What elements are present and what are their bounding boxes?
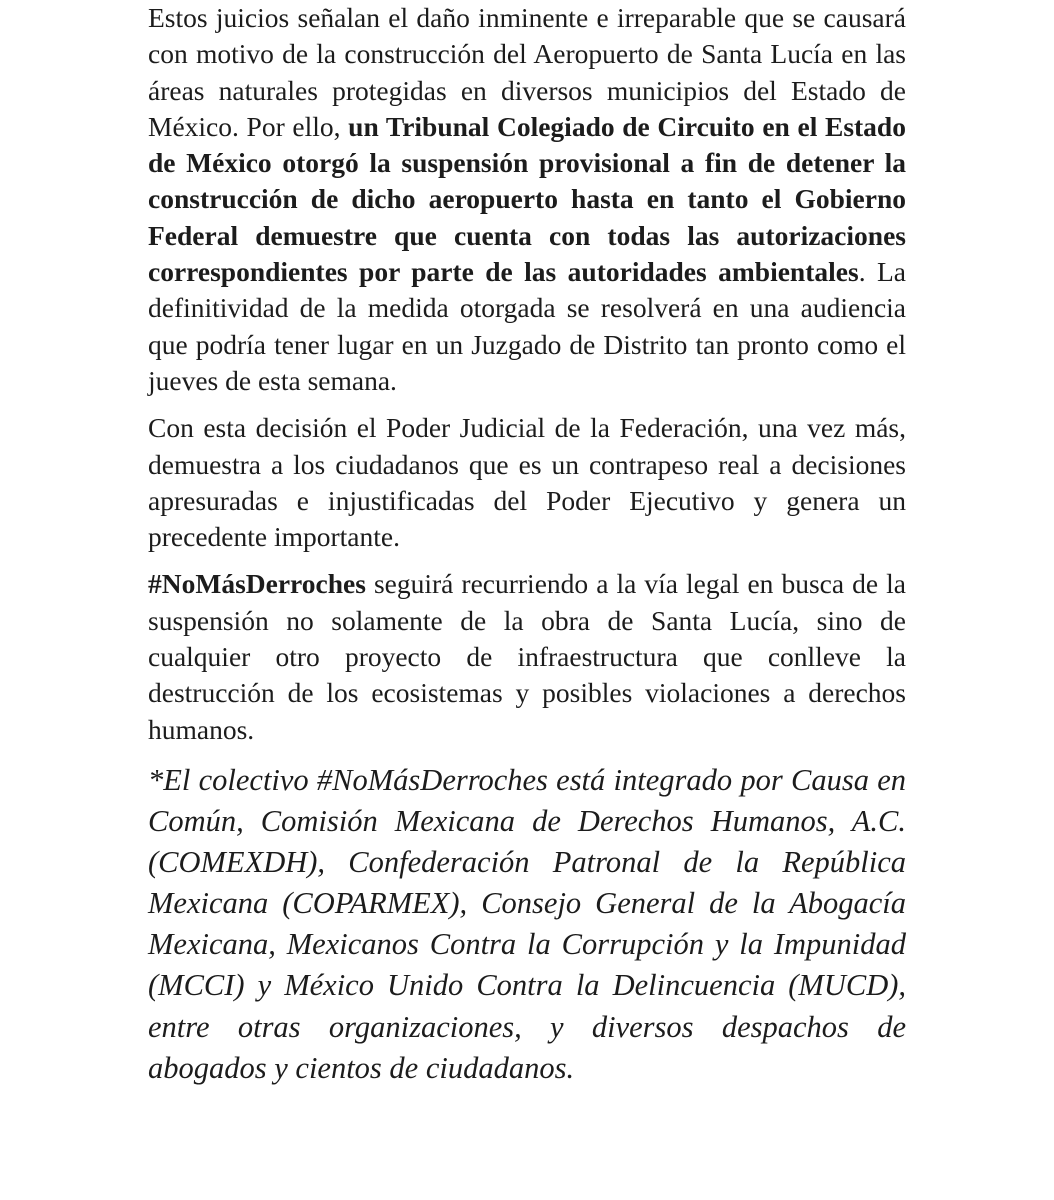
paragraph-suspension-intro: Estos juicios señalan el daño inminente e irreparable que se causará con motivo de la construcción del Aeropuerto de Santa Lucía en las áreas naturales protegidas en diversos municipios del Estado de México. Por ello, xyxy=(148,2,906,142)
document-body xyxy=(148,0,906,1089)
paragraph-suspension-rest: . La definitividad de la medida otorgada se resolverá en una audiencia que podría tener lugar en un Juzgado de Distrito tan pronto como el jueves de esta semana. xyxy=(148,256,906,396)
footnote: *El colectivo #NoMásDerroches está integrado por Causa en Común, Comisión Mexicana de Derechos Humanos, A.C. (COMEXDH), Confederación Patronal de la República Mexicana (COPARMEX), Consejo General de la Abogacía Mexicana, Mexicanos Contra la Corrupción y la Impunidad (MCCI) y México Unido Contra la Delincuencia (MUCD), entre otras organizaciones, y diversos despachos de abogados y cientos de ciudadanos. xyxy=(148,762,906,1085)
paragraph-suspension-bold: un Tribunal Colegiado de Circuito en el Estado de México otorgó la suspensión provisional a fin de detener la construcción de dicho aeropuerto hasta en tanto el Gobierno Federal demuestre que cuenta con todas las autorizaciones correspondientes por parte de las autoridades ambientales xyxy=(148,110,906,288)
paragraph-collective xyxy=(148,566,906,747)
hashtag-text: #NoMásDerroches xyxy=(148,568,366,600)
paragraph-collective-rest: seguirá recurriendo a la vía legal en busca de la suspensión no solamente de la obra de Santa Lucía, sino de cualquier otro proyecto de infraestructura que conlleve la destrucción de los ecosistemas y posibles violaciones a derechos humanos. xyxy=(148,568,906,745)
paragraph-judicial: Con esta decisión el Poder Judicial de la Federación, una vez más, demuestra a los ciudadanos que es un contrapeso real a decisiones apresuradas e injustificadas del Poder Ejecutivo y genera un precedente importante. xyxy=(148,412,906,553)
paragraph-suspension xyxy=(148,0,906,399)
